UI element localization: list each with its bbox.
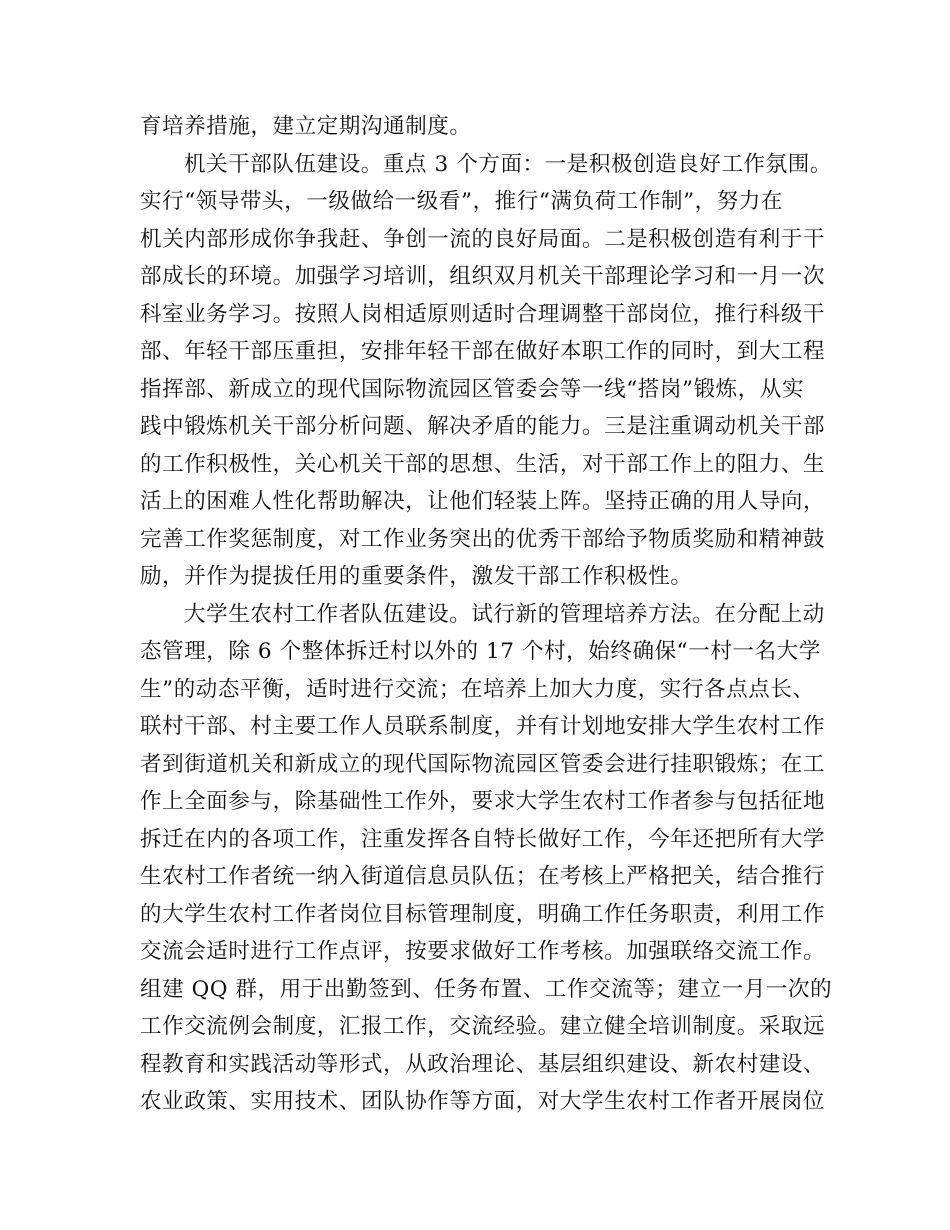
- text-line: 程教育和实践活动等形式，从政治理论、基层组织建设、新农村建设、: [140, 1051, 826, 1077]
- text-line: 态管理，除 6 个整体拆迁村以外的 17 个村，始终确保“一村一名大学: [140, 639, 821, 664]
- text-line: 生”的动态平衡，适时进行交流；在培养上加大力度，实行各点点长、: [140, 676, 815, 702]
- text-line: 育培养措施，建立定期沟通制度。: [140, 114, 472, 139]
- text-line: 拆迁在内的各项工作，注重发挥各自特长做好工作，今年还把所有大学: [140, 826, 826, 852]
- text-line: 联村干部、村主要工作人员联系制度，并有计划地安排大学生农村工作: [140, 714, 826, 739]
- text-line: 活上的困难人性化帮助解决，让他们轻装上阵。坚持正确的用人导向，: [140, 489, 826, 514]
- text-line: 交流会适时进行工作点评，按要求做好工作考核。加强联络交流工作。: [140, 939, 826, 964]
- text-line: 指挥部、新成立的现代国际物流园区管委会等一线“搭岗”锻炼，从实: [140, 376, 805, 402]
- text-line: 的工作积极性，关心机关干部的思想、生活，对干部工作上的阻力、生: [140, 451, 826, 477]
- text-line: 农业政策、实用技术、团队协作等方面，对大学生农村工作者开展岗位: [140, 1089, 826, 1114]
- text-line: 机关内部形成你争我赶、争创一流的良好局面。二是积极创造有利于干: [140, 226, 826, 252]
- text-line: 的大学生农村工作者岗位目标管理制度，明确工作任务职责，利用工作: [140, 901, 826, 927]
- text-line: 完善工作奖惩制度，对工作业务突出的优秀干部给予物质奖励和精神鼓: [140, 526, 826, 552]
- text-line: 践中锻炼机关干部分析问题、解决矛盾的能力。三是注重调动机关干部: [140, 414, 826, 439]
- text-line: 部、年轻干部压重担，安排年轻干部在做好本职工作的同时，到大工程: [140, 339, 826, 364]
- document-body: [140, 108, 833, 1121]
- paragraph-first-line: 大学生农村工作者队伍建设。试行新的管理培养方法。在分配上动: [184, 601, 825, 627]
- text-line: 励，并作为提拔任用的重要条件，激发干部工作积极性。: [140, 564, 693, 589]
- text-line: 者到街道机关和新成立的现代国际物流园区管委会进行挂职锻炼；在工: [140, 751, 826, 777]
- text-line: 部成长的环境。加强学习培训，组织双月机关干部理论学习和一月一次: [140, 264, 826, 289]
- text-line: 生农村工作者统一纳入街道信息员队伍；在考核上严格把关，结合推行: [140, 864, 826, 889]
- text-line: 实行“领导带头，一级做给一级看”，推行“满负荷工作制”，努力在: [140, 189, 784, 214]
- text-line: 科室业务学习。按照人岗相适原则适时合理调整干部岗位，推行科级干: [140, 301, 826, 327]
- paragraph-first-line: 机关干部队伍建设。重点 3 个方面：一是积极创造良好工作氛围。: [184, 151, 832, 177]
- text-line: 组建 QQ 群，用于出勤签到、任务布置、工作交流等；建立一月一次的: [140, 976, 833, 1002]
- text-line: 工作交流例会制度，汇报工作，交流经验。建立健全培训制度。采取远: [140, 1014, 826, 1039]
- text-line: 作上全面参与，除基础性工作外，要求大学生农村工作者参与包括征地: [140, 789, 826, 814]
